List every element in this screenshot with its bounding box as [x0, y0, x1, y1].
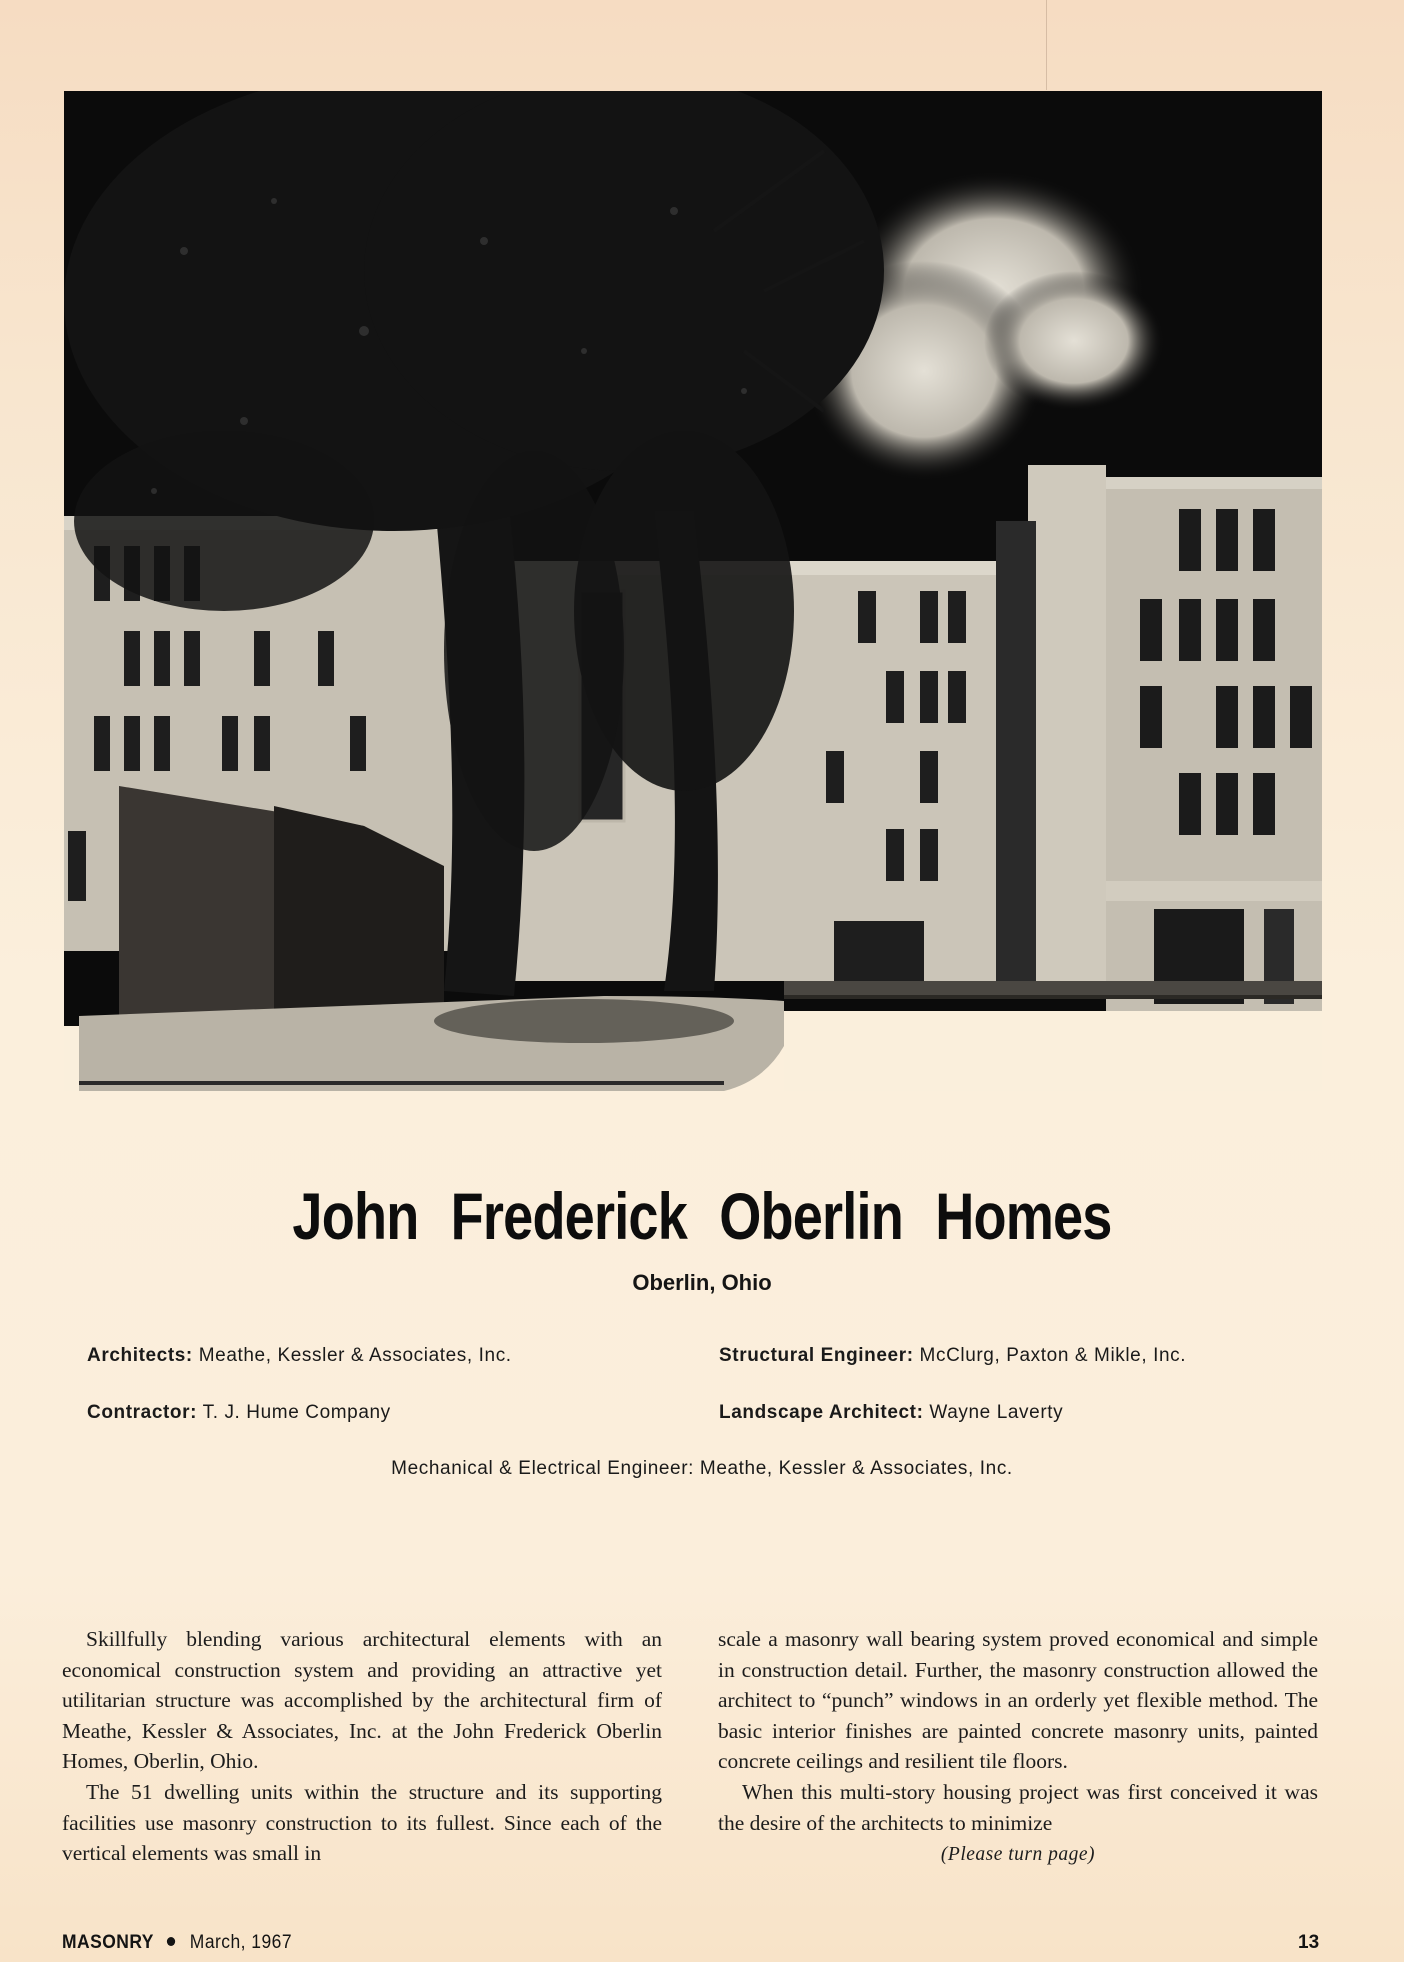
credit-landscape-architect-label: Landscape Architect: [719, 1402, 924, 1423]
credit-mechanical-electrical-engineer-label: Mechanical & Electrical Engineer: [391, 1458, 694, 1479]
credit-contractor-value: T. J. Hume Company [202, 1402, 391, 1423]
article-title: John Frederick Oberlin Homes [292, 1179, 1112, 1253]
building-photo-illustration [64, 91, 1322, 1091]
page-number: 13 [1298, 1932, 1320, 1953]
credit-contractor-label: Contractor: [87, 1402, 198, 1423]
body-paragraph: When this multi-story housing project was first conceived it was the desire of the architects to minimize [718, 1779, 1318, 1835]
publication-name: MASONRY [62, 1932, 154, 1953]
credit-landscape-architect-value: Wayne Laverty [929, 1402, 1064, 1423]
credit-architects-value: Meathe, Kessler & Associates, Inc. [198, 1345, 512, 1366]
footer-publication [62, 1932, 292, 1954]
body-column-left [62, 1624, 662, 1869]
continuation-note: (Please turn page) [940, 1844, 1096, 1866]
credit-architects-label: Architects: [87, 1345, 193, 1366]
credit-structural-engineer [719, 1345, 1186, 1367]
credit-structural-engineer-value: McClurg, Paxton & Mikle, Inc. [919, 1345, 1187, 1366]
publication-date: March, 1967 [189, 1932, 293, 1953]
body-paragraph: The 51 dwelling units within the structure and its supporting facilities use masonry construction to its fullest. Since each of the vertical elements was small in [62, 1779, 662, 1866]
body-paragraph: Skillfully blending various architectural elements with an economical construction system and providing an attractive yet utilitarian structure was accomplished by the architectural firm of Meathe, Kessler & Associates, Inc. at the John Frederick Oberlin Homes, Oberlin, Ohio. [62, 1627, 662, 1774]
credit-structural-engineer-label: Structural Engineer: [719, 1345, 914, 1366]
credit-mechanical-electrical-engineer [0, 1458, 1404, 1480]
page-crease [1046, 0, 1047, 90]
body-paragraph: scale a masonry wall bearing system proved economical and simple in construction detail. Further, the masonry construction allowed the architect to “punch” windows in an orderly yet flexible method. The basic interior finishes are painted concrete masonry units, painted concrete ceilings and resilient tile floors. [718, 1627, 1318, 1774]
article-location: Oberlin, Ohio [632, 1270, 772, 1295]
bullet-separator-icon [167, 1937, 175, 1946]
building-photo [64, 91, 1322, 1091]
credit-contractor [87, 1402, 391, 1424]
credit-landscape-architect [719, 1402, 1063, 1424]
body-column-right [718, 1624, 1318, 1871]
credit-architects [87, 1345, 512, 1367]
credit-mechanical-electrical-engineer-value: Meathe, Kessler & Associates, Inc. [699, 1458, 1013, 1479]
